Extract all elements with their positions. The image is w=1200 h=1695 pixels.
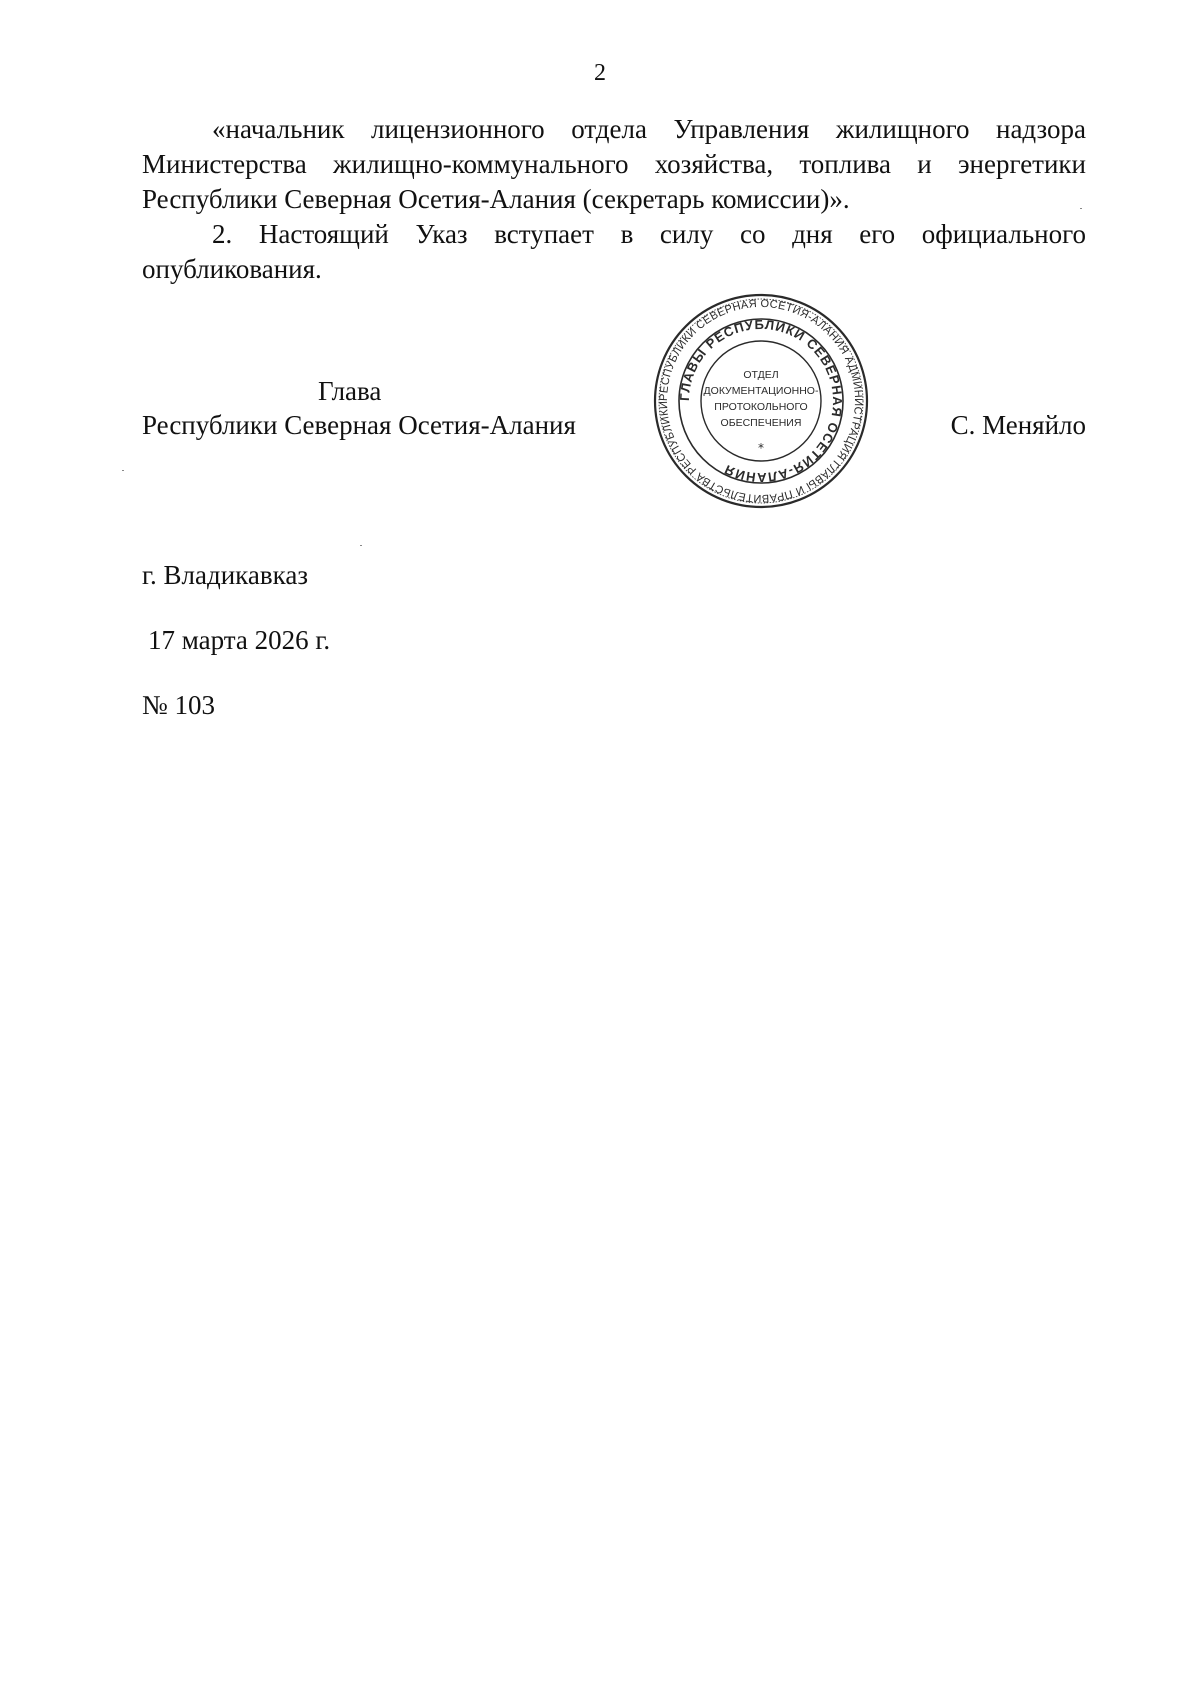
paragraph-text: 2. Настоящий Указ вступает в силу со дня его официального опубликования. [142, 219, 1086, 284]
seal-inner-text: ГЛАВЫ РЕСПУБЛИКИ СЕВЕРНАЯ ОСЕТИЯ-АЛАНИЯ [676, 316, 846, 486]
seal-star-icon: * [758, 441, 764, 455]
seal-center-line: ДОКУМЕНТАЦИОННО- [703, 385, 819, 397]
seal-center-line: ОТДЕЛ [743, 369, 779, 381]
document-number: № 103 [142, 690, 216, 720]
seal-center-line: ОБЕСПЕЧЕНИЯ [720, 417, 802, 429]
document-body [142, 112, 1086, 287]
city-of-signing: г. Владикавказ [142, 560, 308, 590]
official-seal [652, 292, 870, 510]
seal-outer-text: РЕСПУБЛИКИ СЕВЕРНАЯ ОСЕТИЯ-АЛАНИЯ АДМИНИСТРАЦИЯ ГЛАВЫ И ПРАВИТЕЛЬСТВА РЕСПУБЛИКИ [657, 297, 865, 505]
scan-speck [122, 470, 124, 471]
page-number: 2 [594, 60, 606, 86]
scan-speck [360, 545, 362, 546]
signatory-title-line2: Республики Северная Осетия-Алания [142, 410, 576, 440]
signatory-title-line1: Глава [318, 376, 382, 406]
signing-date: 17 марта 2026 г. [148, 625, 331, 655]
seal-center-line: ПРОТОКОЛЬНОГО [714, 401, 808, 413]
paragraph-entry-into-force [142, 217, 1086, 287]
signatory-name: С. Меняйло [950, 410, 1086, 440]
paragraph-text: «начальник лицензионного отдела Управления жилищного надзора Министерства жилищно-коммунального хозяйства, топлива и энергетики Республики Северная Осетия-Алания (секретарь комиссии)». [142, 114, 1086, 214]
scan-speck [1080, 208, 1082, 209]
paragraph-commission-member [142, 112, 1086, 217]
